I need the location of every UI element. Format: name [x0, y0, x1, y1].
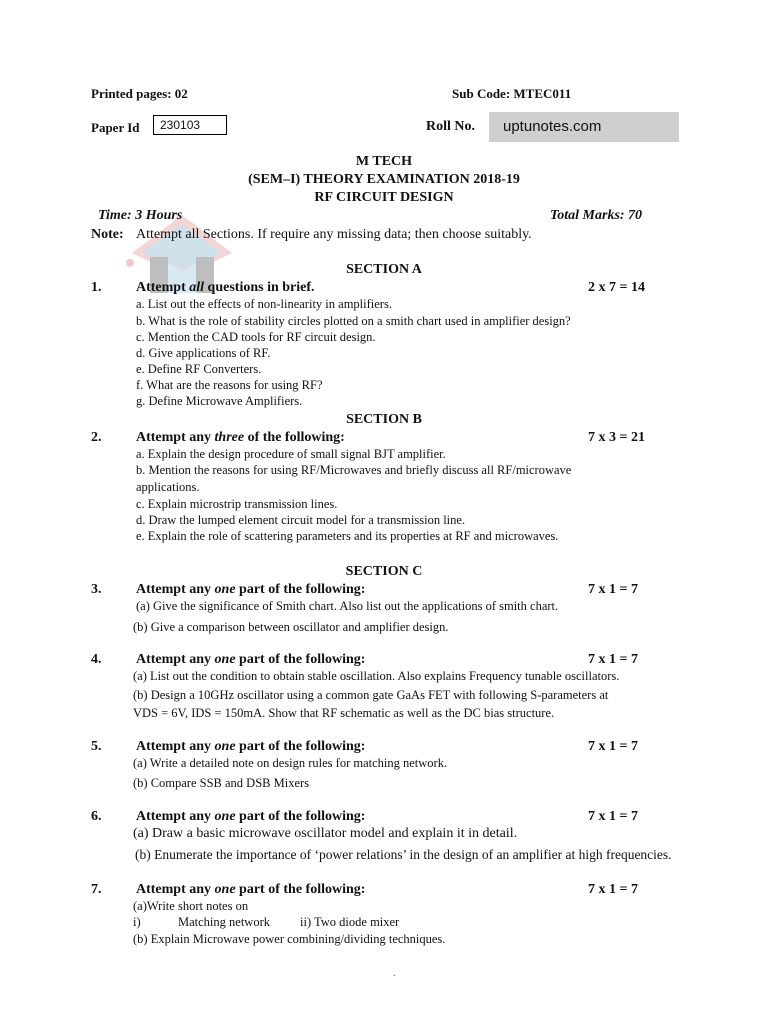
q4-part-b: (b) Design a 10GHz oscillator using a common gate GaAs FET with following S-parameters at — [133, 688, 609, 702]
q1-item-e: e. Define RF Converters. — [136, 362, 262, 376]
q3-part-a: (a) Give the significance of Smith chart. Also list out the applications of smith chart. — [136, 599, 559, 613]
q6-instruction: Attempt any one part of the following: — [136, 809, 366, 824]
note-label: Note: — [91, 227, 124, 242]
q7-part-a-i-marker: i) — [133, 915, 141, 929]
q6-part-a: (a) Draw a basic microwave oscillator model and explain it in detail. — [133, 826, 518, 841]
q4-number: 4. — [91, 652, 102, 667]
q7-part-b: (b) Explain Microwave power combining/dividing techniques. — [133, 932, 446, 946]
total-marks: Total Marks: 70 — [550, 208, 643, 223]
q5-instruction: Attempt any one part of the following: — [136, 739, 366, 754]
exam-title: (SEM–I) THEORY EXAMINATION 2018-19 — [248, 172, 520, 187]
q1-item-d: d. Give applications of RF. — [136, 346, 271, 360]
q1-item-c: c. Mention the CAD tools for RF circuit design. — [136, 330, 376, 344]
q4-part-a: (a) List out the condition to obtain stable oscillation. Also explains Frequency tunable oscillators. — [133, 669, 620, 683]
q4-part-b-cont: VDS = 6V, IDS = 150mA. Show that RF schematic as well as the DC bias structure. — [133, 706, 555, 720]
exam-time: Time: 3 Hours — [98, 208, 183, 223]
q2-item-e: e. Explain the role of scattering parameters and its properties at RF and microwaves. — [136, 529, 559, 543]
roll-no-field: uptunotes.com — [489, 112, 679, 142]
roll-no-label: Roll No. — [426, 119, 475, 134]
q7-part-a: (a)Write short notes on — [133, 899, 249, 913]
section-b-heading: SECTION B — [346, 412, 422, 427]
q5-part-a: (a) Write a detailed note on design rules for matching network. — [133, 756, 448, 770]
q5-part-b: (b) Compare SSB and DSB Mixers — [133, 776, 310, 790]
q3-marks: 7 x 1 = 7 — [588, 582, 638, 597]
sub-code: Sub Code: MTEC011 — [452, 86, 572, 101]
note-text: Attempt all Sections. If require any missing data; then choose suitably. — [136, 227, 532, 242]
q2-number: 2. — [91, 430, 102, 445]
q2-item-b: b. Mention the reasons for using RF/Microwaves and briefly discuss all RF/microwave — [136, 463, 572, 477]
q1-instruction: Attempt all questions in brief. — [136, 280, 315, 295]
q3-part-b: (b) Give a comparison between oscillator and amplifier design. — [133, 620, 449, 634]
q2-item-d: d. Draw the lumped element circuit model for a transmission line. — [136, 513, 466, 527]
paper-id-label: Paper Id — [91, 120, 140, 135]
printed-pages: Printed pages: 02 — [91, 86, 188, 101]
q7-instruction: Attempt any one part of the following: — [136, 882, 366, 897]
exam-degree: M TECH — [355, 154, 413, 169]
q2-item-c: c. Explain microstrip transmission lines. — [136, 497, 338, 511]
q2-item-a: a. Explain the design procedure of small signal BJT amplifier. — [136, 447, 446, 461]
q1-number: 1. — [91, 280, 102, 295]
q3-number: 3. — [91, 582, 102, 597]
q5-marks: 7 x 1 = 7 — [588, 739, 638, 754]
paper-id-box: 230103 — [153, 115, 227, 135]
q7-marks: 7 x 1 = 7 — [588, 882, 638, 897]
q5-number: 5. — [91, 739, 102, 754]
q7-part-a-i: Matching network — [178, 915, 270, 929]
q1-item-f: f. What are the reasons for using RF? — [136, 378, 323, 392]
q3-instruction: Attempt any one part of the following: — [136, 582, 366, 597]
q4-instruction: Attempt any one part of the following: — [136, 652, 366, 667]
section-c-heading: SECTION C — [345, 564, 423, 579]
footer-dot: . — [393, 968, 396, 979]
q2-item-b-cont: applications. — [136, 480, 200, 494]
q6-marks: 7 x 1 = 7 — [588, 809, 638, 824]
q1-item-a: a. List out the effects of non-linearity in amplifiers. — [136, 297, 392, 311]
q2-marks: 7 x 3 = 21 — [588, 430, 645, 445]
subject-title: RF CIRCUIT DESIGN — [314, 190, 454, 205]
q7-number: 7. — [91, 882, 102, 897]
q1-item-b: b. What is the role of stability circles plotted on a smith chart used in amplifier design? — [136, 314, 571, 328]
q1-item-g: g. Define Microwave Amplifiers. — [136, 394, 303, 408]
q4-marks: 7 x 1 = 7 — [588, 652, 638, 667]
q2-instruction: Attempt any three of the following: — [136, 430, 345, 445]
q7-part-a-ii: ii) Two diode mixer — [300, 915, 400, 929]
q6-part-b: (b) Enumerate the importance of ‘power relations’ in the design of an amplifier at high frequencies. — [135, 847, 672, 862]
q1-marks: 2 x 7 = 14 — [588, 280, 645, 295]
section-a-heading: SECTION A — [346, 262, 422, 277]
q6-number: 6. — [91, 809, 102, 824]
